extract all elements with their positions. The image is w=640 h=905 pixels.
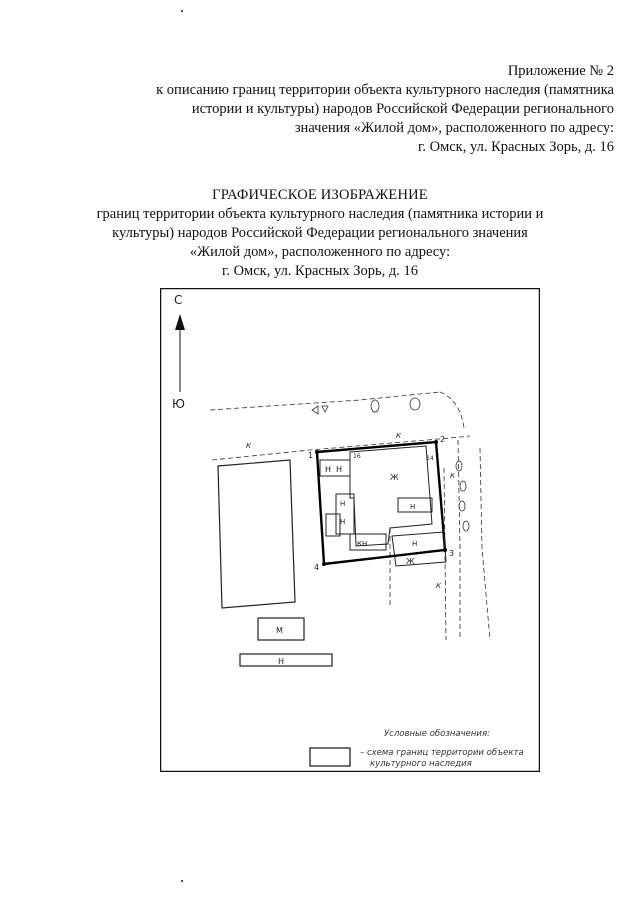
point-3-label: 3	[449, 549, 455, 558]
street-mark: К	[396, 432, 401, 440]
title-line: границ территории объекта культурного наследия (памятника истории и	[96, 206, 544, 222]
title-line: «Жилой дом», расположенного по адресу:	[189, 244, 451, 260]
appendix-text-line: значения «Жилой дом», расположенного по адресу:	[294, 120, 614, 136]
point-1-label: 1	[308, 451, 314, 460]
street-mark: К	[436, 582, 441, 590]
label-kn: КН	[357, 540, 368, 548]
label-n3: Н	[340, 500, 346, 508]
appendix-text-line: к описанию границ территории объекта культурного наследия (памятника	[156, 82, 614, 98]
street-mark: К	[246, 442, 251, 450]
scan-dot-bottom	[181, 880, 183, 882]
street-lines	[210, 392, 490, 640]
legend-text-line: – схема границ территории объекта	[360, 748, 524, 758]
arrow-head-icon	[175, 314, 185, 330]
point-2-label: 2	[440, 435, 446, 444]
point-4-label: 4	[314, 563, 320, 572]
appendix-address: г. Омск, ул. Красных Зорь, д. 16	[418, 139, 614, 155]
title-line: культуры) народов Российской Федерации регионального значения	[112, 225, 528, 241]
label-house-number: 16	[353, 453, 361, 460]
appendix-number: Приложение № 2	[507, 63, 614, 79]
label-zh-adjacent: Ж	[406, 557, 415, 566]
label-n1: Н	[325, 465, 332, 474]
scheme-frame	[161, 289, 540, 772]
label-n2: Н	[336, 465, 343, 474]
label-m: М	[276, 626, 283, 635]
label-n6: Н	[412, 540, 418, 548]
legend-swatch	[310, 748, 350, 766]
inner-buildings	[320, 446, 446, 566]
label-n-low: Н	[278, 657, 285, 666]
title-heading: ГРАФИЧЕСКОЕ ИЗОБРАЖЕНИЕ	[212, 187, 428, 203]
site-scheme	[160, 288, 540, 772]
north-label: С	[174, 293, 183, 307]
appendix-header	[156, 62, 614, 157]
building-n-low	[240, 654, 332, 666]
label-n4: Н	[340, 518, 346, 526]
large-building	[218, 460, 295, 608]
appendix-text-line: истории и культуры) народов Российской Федерации регионального	[191, 101, 614, 117]
north-arrow	[172, 293, 185, 411]
street-mark: К	[450, 472, 455, 480]
legend-title: Условные обозначения:	[384, 729, 490, 739]
title-address: г. Омск, ул. Красных Зорь, д. 16	[222, 263, 418, 279]
south-label: Ю	[172, 397, 185, 411]
document-title	[0, 186, 640, 281]
label-zh-main: Ж	[390, 473, 399, 482]
label-n5: Н	[410, 503, 416, 511]
label-annex-number: 14	[426, 455, 434, 462]
scan-dot-top	[181, 10, 183, 12]
legend-text-line: культурного наследия	[370, 759, 472, 769]
